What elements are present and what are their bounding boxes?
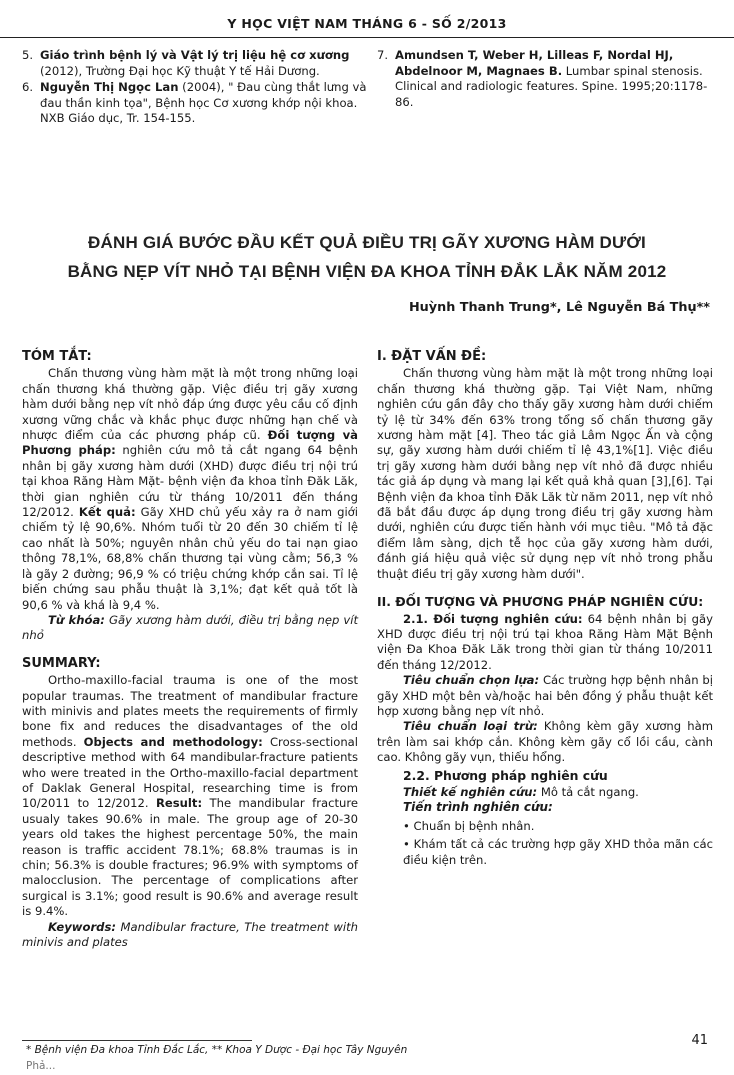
summary-abstract: [22, 673, 358, 920]
tomtat-objects-label: Đối tượng và Phương pháp:: [22, 428, 358, 458]
inclusion-text: Các trường hợp bệnh nhân bị gãy XHD một bên và/hoặc hai bên đồng ý phẫu thuật kết hợp xương bằng nẹp vít nhỏ.: [377, 673, 713, 718]
study-design: [377, 785, 713, 800]
reference-item: [22, 80, 367, 127]
right-column: [377, 349, 713, 871]
article-title: [0, 228, 734, 286]
exclusion-label: Tiêu chuẩn loại trừ:: [403, 719, 538, 734]
exclusion-criteria: [377, 719, 713, 765]
procedure-bullet: • Khám tất cả các trường hợp gãy XHD thỏa mãn các điều kiện trên.: [403, 837, 713, 867]
section-2-1-paragraph: [377, 612, 713, 674]
procedure-bullet: • Chuẩn bị bệnh nhân.: [403, 818, 535, 833]
summary-keywords-text: Mandibular fracture, The treatment with minivis and plates: [22, 919, 358, 950]
reference-item: [22, 48, 367, 79]
page-number: 41: [691, 1033, 708, 1048]
tomtat-intro: Chấn thương vùng hàm mặt là một trong những loại chấn thương khá thường gặp. Việc điều trị gãy xương hàm dưới bằng nẹp vít nhỏ đáp ứng được yêu cầu cố định xương vững chắc và khắc phục được những hạn chế và nhược điểm của các phương pháp cũ.: [22, 366, 358, 443]
journal-header: Y HỌC VIỆT NAM THÁNG 6 - SỐ 2/2013: [227, 16, 507, 31]
reference-number: 7.: [377, 48, 389, 62]
tomtat-keywords: [22, 613, 358, 644]
footnote-affiliations: * Bệnh viện Đa khoa Tỉnh Đắc Lắc, ** Khoa Y Dược - Đại học Tây Nguyên: [26, 1044, 408, 1056]
footnote-divider: [22, 1040, 252, 1041]
references-left: [22, 48, 367, 128]
article-authors: Huỳnh Thanh Trung*, Lê Nguyễn Bá Thụ**: [408, 300, 710, 315]
article-title-line-1: ĐÁNH GIÁ BƯỚC ĐẦU KẾT QUẢ ĐIỀU TRỊ GÃY XƯƠNG HÀM DƯỚI: [88, 233, 646, 252]
summary-objects-label: Objects and methodology:: [83, 734, 263, 749]
summary-objects-text: Cross-sectional descriptive method with 64 mandibular-fracture patients who were treated in the Ortho-maxillo-facial department of Daklak General Hospital, researching time is from 10/2011 to 12/2012.: [22, 734, 359, 811]
tomtat-results-label: Kết quả:: [78, 505, 136, 520]
reference-detail: (2012), Trường Đại học Kỹ thuật Y tế Hải Dương.: [40, 63, 320, 78]
summary-intro: Ortho-maxillo-facial trauma is one of the most popular traumas. The treatment of mandibular fracture with minivis and plates meets the requirements of firmly bone fix and reduces the disadvantages of the old methods.: [22, 673, 358, 749]
left-column: [22, 349, 358, 950]
study-design-text: Mô tả cắt ngang.: [537, 784, 639, 799]
section-1-paragraph: Chấn thương vùng hàm mặt là một trong những loại chấn thương khá thường gặp. Tại Việt Nam, những nghiên cứu gần đây cho thấy gãy xương hàm dưới chiếm tỷ lệ từ 34% đến 63% trong tổng số chấn thương gãy xương hàm mặt [4]. Theo tác giả Lâm Ngọc Ấn và cộng sự, gãy xương hàm dưới chiếm tỉ lệ 43,1%[1]. Việc điều trị gãy xương hàm dưới bằng nẹp vít nhỏ đã được nhiều tác giả áp dụng và mang lại kết quả khả quan [3],[6]. Tại Bệnh viện đa khoa tỉnh Đăk Lăk từ năm 2011, nẹp vít nhỏ đã bắt đầu được áp dụng trong điều trị gãy xương hàm dưới, nghiên cứu được tiến hành với mục tiêu. "Mô tả đặc điểm lâm sàng, dịch tễ học của gãy xương hàm dưới, đánh giá hiệu quả việc sử dụng nẹp vít nhỏ trong phẫu thuật điều trị gãy xương hàm dưới".: [377, 366, 713, 581]
reference-number: 6.: [22, 80, 34, 94]
tomtat-heading: TÓM TẮT:: [22, 349, 92, 364]
reference-title: Giáo trình bệnh lý và Vật lý trị liệu hệ cơ xương: [40, 48, 350, 62]
study-design-label: Thiết kế nghiên cứu:: [403, 784, 538, 799]
summary-heading: SUMMARY:: [22, 655, 101, 671]
procedure-heading: Tiến trình nghiên cứu:: [403, 800, 553, 815]
section-2-1-label: 2.1. Đối tượng nghiên cứu:: [403, 611, 583, 626]
reference-number: 5.: [22, 48, 34, 62]
inclusion-label: Tiêu chuẩn chọn lựa:: [403, 673, 540, 688]
reference-detail: Lumbar spinal stenosis. Clinical and radiologic features. Spine. 1995;20:1178-86.: [395, 63, 708, 109]
reference-detail: (2004), " Đau cùng thắt lưng và đau thần kinh tọa", Bệnh học Cơ xương khớp nội khoa. NXB Giáo dục, Tr. 154-155.: [40, 80, 367, 125]
tomtat-abstract: [22, 366, 358, 613]
section-2-1-text: 64 bệnh nhân bị gãy XHD được điều trị nội trú tại khoa Răng Hàm Mặt Bệnh viện Đa Khoa Đăk Lăk trong thời gian từ tháng 10/2011 đến tháng 12/2012.: [377, 611, 714, 672]
reference-author: Nguyễn Thị Ngọc Lan: [40, 80, 179, 94]
section-2-2-heading: 2.2. Phương pháp nghiên cứu: [403, 767, 608, 783]
article-title-line-2: BẰNG NẸP VÍT NHỎ TẠI BỆNH VIỆN ĐA KHOA TỈNH ĐẮK LẮK NĂM 2012: [67, 262, 667, 281]
summary-keywords: [22, 920, 358, 951]
summary-keywords-label: Keywords:: [48, 919, 116, 934]
references-right: [377, 48, 712, 111]
exclusion-text: Không kèm gãy xương hàm trên làm sai khớp cắn. Không kèm gãy cổ lồi cầu, cành cao. Không gãy vụn, thiếu hổng.: [377, 719, 713, 765]
tomtat-keywords-label: Từ khóa:: [48, 612, 105, 627]
footnote-truncated: Phả...: [26, 1060, 56, 1072]
tomtat-results-text: Gãy XHD chủ yếu xảy ra ở nam giới chiếm tỷ lệ 90,6%. Nhóm tuổi từ 20 đến 30 chiếm tỉ lệ cao nhất là 50%; nguyên nhân chủ yếu do tai nạn giao thông 78,1%, 68,8% chấn thương tại vùng cằm; 56,3 % là gãy 2 đường; 96,9 % có triệu chứng khớp cắn sai. Tỉ lệ biến chứng sau phẫu thuật là 3,1%; đạt kết quả tốt là 90,6 % và khá là 9,4 %.: [22, 505, 358, 612]
reference-item: [377, 48, 712, 110]
tomtat-keywords-text: Gãy xương hàm dưới, điều trị bằng nẹp vít nhỏ: [22, 612, 358, 643]
summary-results-label: Result:: [155, 796, 203, 811]
header-divider: [0, 37, 734, 38]
reference-authors: Amundsen T, Weber H, Lilleas F, Nordal HJ, Abdelnoor M, Magnaes B.: [395, 48, 674, 78]
tomtat-objects-text: nghiên cứu mô tả cắt ngang 64 bệnh nhân bị gãy xương hàm dưới (XHD) được điều trị nội trú tại khoa Răng Hàm Mặt- bệnh viện đa khoa tỉnh Đăk Lăk, thời gian nghiên cứu từ tháng 10/2011 đến tháng 12/2012.: [22, 443, 358, 520]
inclusion-criteria: [377, 673, 713, 719]
section-2-heading: II. ĐỐI TƯỢNG VÀ PHƯƠNG PHÁP NGHIÊN CỨU:: [377, 594, 704, 610]
section-1-heading: I. ĐẶT VẤN ĐỀ:: [377, 349, 487, 364]
summary-results-text: The mandibular fracture usualy takes 90.6% in male. The group age of 20-30 years old takes the highest percentage 50%, the main reason is traffic accident 78.1%; 68.8% traumas is in chin; 56.3% is double fractures; 96.9% with symptoms of malocclusion. The percentage of complications after surgical is 3.1%; good result is 90.6% and average result is 9.4%.: [22, 796, 358, 919]
